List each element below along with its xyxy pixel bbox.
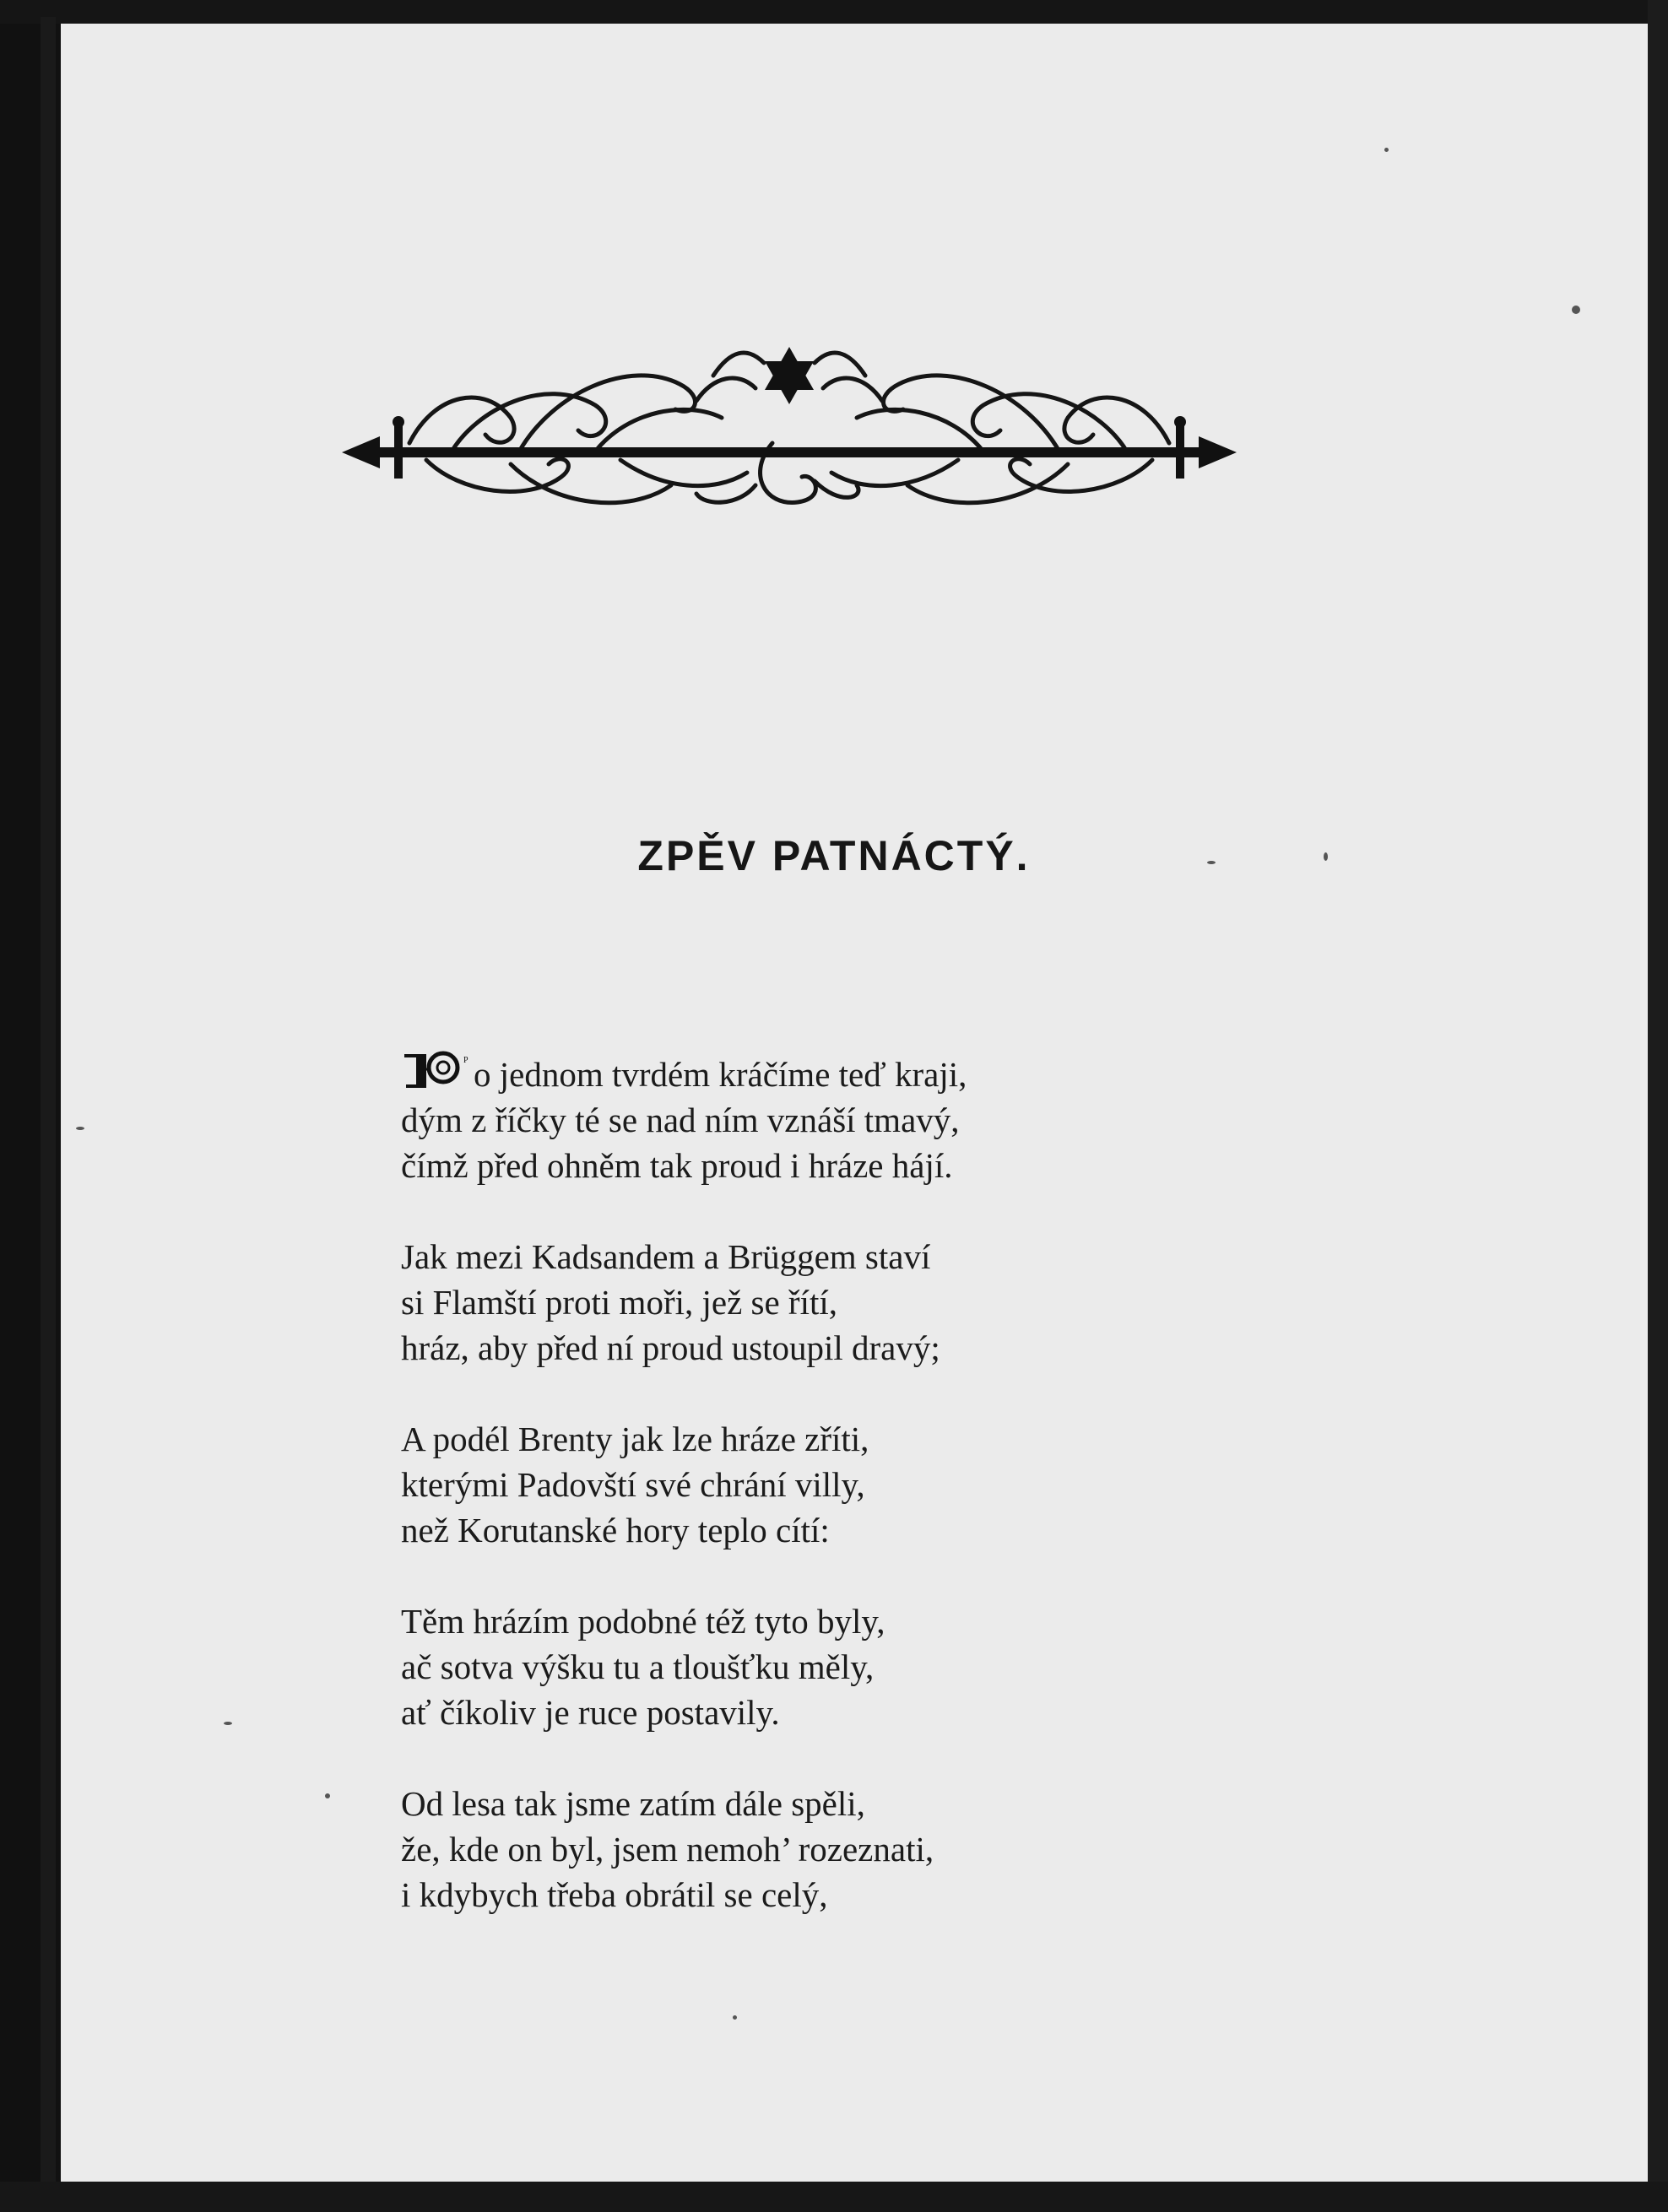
scan-speck — [1207, 861, 1216, 864]
verse-line: čímž před ohněm tak proud i hráze hájí. — [401, 1146, 953, 1185]
verse-line: ať číkoliv je ruce postavily. — [401, 1693, 780, 1732]
verse-line: P o jednom tvrdém kráčíme teď kraji, — [401, 1051, 1245, 1097]
scan-speck — [1384, 148, 1389, 152]
decorated-initial-icon — [401, 1051, 470, 1090]
stanza-5 — [401, 1781, 1245, 1917]
verse-line: kterými Padovští své chrání villy, — [401, 1465, 865, 1504]
verse-line: ač sotva výšku tu a tloušťku měly, — [401, 1647, 875, 1686]
scan-speck — [1572, 306, 1580, 314]
page-binding-border — [41, 17, 56, 2194]
stanza-4 — [401, 1598, 1245, 1735]
scan-speck — [1324, 852, 1328, 861]
verse-line: že, kde on byl, jsem nemoh’ rozeznati, — [401, 1830, 934, 1869]
scan-speck — [224, 1722, 232, 1725]
verse-line: než Korutanské hory teplo cítí: — [401, 1511, 830, 1549]
stanza-2 — [401, 1234, 1245, 1371]
poem-body — [401, 1051, 1245, 1963]
scan-top-edge — [0, 0, 1668, 24]
svg-text:P: P — [463, 1056, 468, 1065]
scan-speck — [325, 1793, 330, 1798]
verse-line: si Flamští proti moři, jež se řítí, — [401, 1283, 838, 1322]
chapter-title: ZPĚV PATNÁCTÝ. — [637, 832, 1031, 879]
scan-right-edge — [1648, 0, 1668, 2212]
stanza-3 — [401, 1416, 1245, 1553]
verse-line: Od lesa tak jsme zatím dále spěli, — [401, 1784, 865, 1823]
scan-speck — [76, 1127, 84, 1130]
verse-line: Jak mezi Kadsandem a Brüggem staví — [401, 1237, 931, 1276]
verse-line: A podél Brenty jak lze hráze zříti, — [401, 1420, 869, 1458]
verse-line: Těm hrázím podobné též tyto byly, — [401, 1602, 885, 1641]
verse-line: hráz, aby před ní proud ustoupil dravý; — [401, 1328, 940, 1367]
scan-bottom-edge — [0, 2182, 1668, 2212]
verse-line: i kdybych třeba obrátil se celý, — [401, 1875, 828, 1914]
stanza-1 — [401, 1051, 1245, 1188]
floral-headpiece-with-star-icon — [342, 325, 1237, 532]
scan-speck — [733, 2015, 737, 2020]
verse-line: dým z říčky té se nad ním vznáší tmavý, — [401, 1101, 960, 1139]
